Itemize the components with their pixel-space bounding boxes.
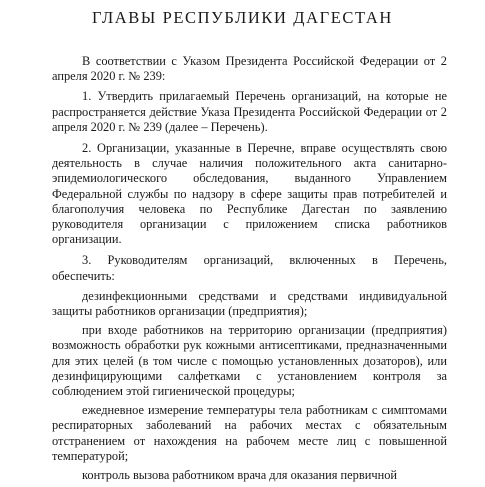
item-1-paragraph: 1. Утвердить прилагаемый Перечень организаций, на которые не распространяется действие Указа Президента Российской Федерации от 2 апреля 2020 г. № 239 (далее – Перечень). [52,89,447,134]
preamble-paragraph: В соответствии с Указом Президента Российской Федерации от 2 апреля 2020 г. № 239: [52,54,447,84]
item-3-list-item: ежедневное измерение температуры тела работникам с симптомами респираторных заболеваний на рабочих местах с обязательным отстранением от нахождения на рабочем месте лиц с повышенной температурой; [52,403,447,463]
item-2-paragraph: 2. Организации, указанные в Перечне, вправе осуществлять свою деятельность в случае наличия положительного акта санитарно-эпидемиологического обследования, выданного Управлением Федеральной службы по надзору в сфере защиты прав потребителей и благополучия человека по Республике Дагестан по заявлению руководителя организации с приложением списка работников организации. [52,141,447,247]
item-3-intro: 3. Руководителям организаций, включенных в Перечень, обеспечить: [52,253,447,283]
item-3-list-item: при входе работников на территорию организации (предприятия) возможность обработки рук кожными антисептиками, предназначенными для этих целей (в том числе с помощью установленных дозаторов), или дезинфицирующими салфетками с установлением контроля за соблюдением этой гигиенической процедуры; [52,323,447,399]
item-3-list-item: дезинфекционными средствами и средствами индивидуальной защиты работников организации (предприятия); [52,288,447,319]
item-3-list-item: контроль вызова работником врача для оказания первичной [82,468,398,483]
document-heading: ГЛАВЫ РЕСПУБЛИКИ ДАГЕСТАН [92,8,393,27]
document-body [52,54,447,487]
